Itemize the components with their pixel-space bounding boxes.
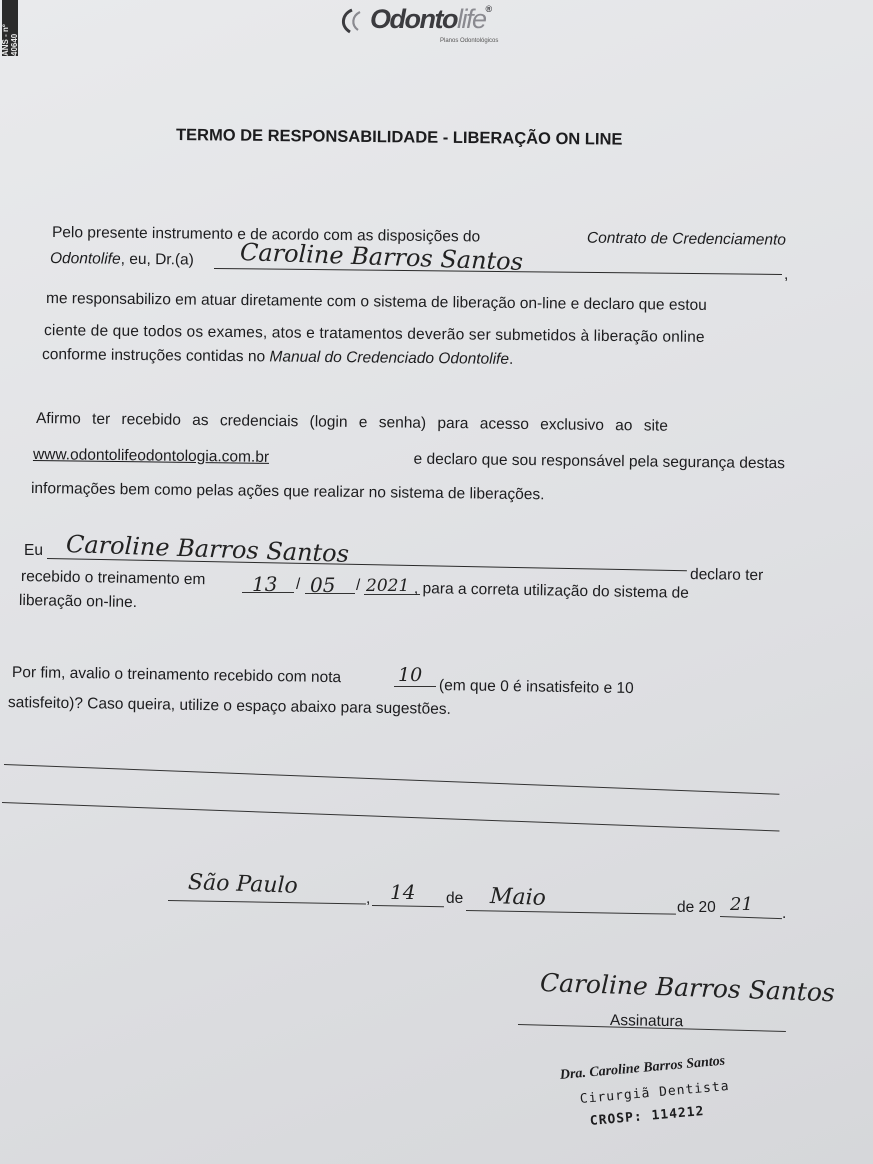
- para3-eu: Eu: [24, 542, 43, 559]
- logo-swoosh-icon: [338, 8, 368, 34]
- para2-line3: informações bem como pelas ações que realizar no sistema de liberações.: [30, 480, 545, 504]
- date-day-value: 14: [390, 880, 416, 904]
- slash-2: /: [356, 577, 361, 594]
- para1-line5: conforme instruções contidas no Manual do Credenciado Odontolife.: [41, 346, 514, 368]
- para3-declaro: declaro ter: [689, 566, 764, 585]
- training-day-value: 13: [252, 572, 278, 596]
- date-year-value: 21: [730, 894, 753, 915]
- stamp-name: Dra. Caroline Barros Santos: [559, 1053, 726, 1083]
- stamp-role: Cirurgiã Dentista: [579, 1078, 731, 1107]
- handwritten-name-1: Caroline Barros Santos: [239, 238, 524, 276]
- para2-line1: Afirmo ter recebido as credenciais (login e senha) para acesso exclusivo ao site: [35, 410, 669, 435]
- nota-blank: [394, 686, 436, 687]
- document-title: TERMO DE RESPONSABILIDADE - LIBERAÇÃO ON LINE: [175, 126, 623, 149]
- para4-line2: satisfeito)? Caso queira, utilize o espaço abaixo para sugestões.: [7, 694, 451, 718]
- date-year-blank: [720, 916, 782, 919]
- slash-1: /: [296, 576, 301, 593]
- para4-line1: Por fim, avalio o treinamento recebido com nota: [11, 664, 342, 687]
- logo-subtitle: Planos Odontológicos: [440, 38, 499, 44]
- date-dot: .: [782, 905, 787, 922]
- date-month-value: Maio: [489, 884, 547, 911]
- para4-line1-end: (em que 0 é insatisfeito e 10: [438, 677, 634, 698]
- training-month-value: 05: [310, 573, 336, 597]
- para1-line3: me responsabilizo em atuar diretamente com o sistema de liberação on-line e declaro que estou: [45, 290, 707, 314]
- para2-line2: www.odontolifeodontologia.com.br e declaro que sou responsável pela segurança destas: [32, 446, 786, 473]
- para1-line2-comma: ,: [784, 266, 789, 283]
- city-blank: [168, 900, 366, 904]
- ans-registration-tag: ANS - nº 40640: [2, 0, 18, 56]
- para1-line2: Odontolife, eu, Dr.(a): [49, 250, 194, 269]
- para3-line3: liberação on-line.: [18, 592, 138, 612]
- date-comma: ,: [366, 890, 371, 907]
- date-de: de: [446, 890, 464, 907]
- signature-label: Assinatura: [609, 1012, 684, 1031]
- odontolife-logo: [338, 2, 518, 46]
- nota-value: 10: [398, 664, 423, 686]
- date-month-blank: [466, 910, 676, 915]
- para1-line1: Pelo presente instrumento e de acordo com as disposições do Contrato de Credenciamento: [51, 224, 787, 249]
- date-de20: de 20: [677, 899, 716, 916]
- stamp-crosp: CROSP: 114212: [589, 1104, 705, 1129]
- suggestion-line-2: [2, 802, 780, 832]
- logo-brand: Odontolife®: [370, 4, 491, 34]
- para3-line2-end: , para a correta utilização do sistema de: [413, 580, 689, 602]
- signature-handwriting: Caroline Barros Santos: [539, 968, 836, 1008]
- para1-line4: ciente de que todos os exames, atos e tratamentos deverão ser submetidos à liberação online: [43, 322, 705, 346]
- city-value: São Paulo: [187, 870, 299, 899]
- suggestion-line-1: [4, 764, 779, 795]
- date-day-blank: [372, 905, 444, 907]
- para3-line2: recebido o treinamento em: [20, 568, 206, 589]
- site-link[interactable]: www.odontolifeodontologia.com.br: [32, 446, 270, 466]
- training-year-value: 2021: [366, 576, 410, 596]
- handwritten-name-2: Caroline Barros Santos: [65, 530, 350, 568]
